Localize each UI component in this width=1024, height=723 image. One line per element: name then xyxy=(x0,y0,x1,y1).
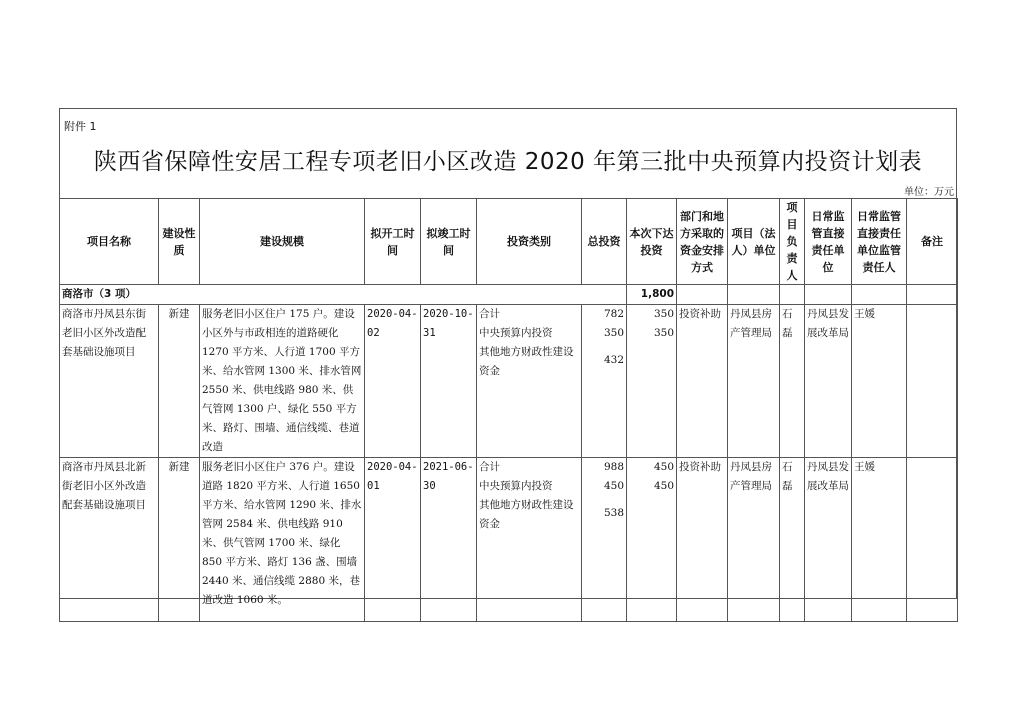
table-row xyxy=(60,458,958,622)
project-nature: 新建 xyxy=(159,458,200,622)
project-method: 投资补助 xyxy=(677,458,728,622)
project-issued xyxy=(627,305,677,458)
investment-table xyxy=(59,198,958,622)
project-end: 2020-10-31 xyxy=(421,305,477,458)
category-item: 中央预算内投资 xyxy=(479,480,553,492)
issued-value: 350 xyxy=(653,308,674,320)
col-header-remark: 备注 xyxy=(907,199,958,285)
project-unit: 丹凤县房产管理局 xyxy=(728,305,780,458)
attachment-label: 附件 1 xyxy=(64,120,97,133)
col-header-category: 投资类别 xyxy=(477,199,582,285)
issued-value: 450 xyxy=(653,461,674,473)
category-item: 合计 xyxy=(479,308,500,320)
table-row xyxy=(60,305,958,458)
project-categories xyxy=(477,458,582,622)
col-header-unit: 项目（法人）单位 xyxy=(728,199,780,285)
project-end: 2021-06-30 xyxy=(421,458,477,622)
total-value: 450 xyxy=(603,480,624,492)
project-issued xyxy=(627,458,677,622)
col-header-scale: 建设规模 xyxy=(200,199,365,285)
project-supervisor-unit: 丹凤县发展改革局 xyxy=(805,305,852,458)
project-scale: 服务老旧小区住户 175 户。建设小区外与市政相连的道路硬化 1270 平方米、人行道 1700 平方米、给水管网 1300 米、排水管网 2550 米、供电线路 980 米、供气管网 1300 户、绿化 550 平方米、路灯、围墙、通信线缆、巷道改造 xyxy=(200,305,365,458)
total-value: 988 xyxy=(603,461,624,473)
project-name: 商洛市丹凤县东街老旧小区外改造配套基础设施项目 xyxy=(60,305,159,458)
unit-label: 单位：万元 xyxy=(904,187,954,198)
project-categories xyxy=(477,305,582,458)
col-header-start: 拟开工时间 xyxy=(365,199,421,285)
category-item: 其他地方财政性建设资金 xyxy=(479,499,574,530)
subtotal-name: 商洛市（3 项） xyxy=(60,285,627,305)
col-header-issued: 本次下达投资 xyxy=(627,199,677,285)
project-remark xyxy=(907,305,958,458)
col-header-leader: 项目负责人 xyxy=(780,199,805,285)
project-leader: 石磊 xyxy=(780,458,805,622)
project-supervisor-unit: 丹凤县发展改革局 xyxy=(805,458,852,622)
col-header-name: 项目名称 xyxy=(60,199,159,285)
total-value: 782 xyxy=(603,308,624,320)
total-value: 432 xyxy=(603,354,624,366)
issued-value: 450 xyxy=(653,480,674,492)
project-method: 投资补助 xyxy=(677,305,728,458)
subtotal-row xyxy=(60,285,958,305)
col-header-method: 部门和地方采取的资金安排方式 xyxy=(677,199,728,285)
project-start: 2020-04-01 xyxy=(365,458,421,622)
subtotal-amount: 1,800 xyxy=(627,285,677,305)
project-nature: 新建 xyxy=(159,305,200,458)
category-item: 其他地方财政性建设资金 xyxy=(479,346,574,377)
table-header-row xyxy=(60,199,958,285)
project-scale: 服务老旧小区住户 376 户。建设道路 1820 平方米、人行道 1650 平方米、给水管网 1290 米、排水管网 2584 米、供电线路 910 米、供气管网 1700 米、绿化 850 平方米、路灯 136 盏、围墙 2440 米、通信线缆 2880 米，巷道改造 1060 米。 xyxy=(200,458,365,622)
category-item: 合计 xyxy=(479,461,500,473)
col-header-total: 总投资 xyxy=(582,199,627,285)
total-value: 350 xyxy=(603,327,624,339)
project-total xyxy=(582,458,627,622)
category-item: 中央预算内投资 xyxy=(479,327,553,339)
project-supervisor: 王媛 xyxy=(852,458,907,622)
plan-sheet xyxy=(59,108,957,606)
project-remark xyxy=(907,458,958,622)
document-title: 陕西省保障性安居工程专项老旧小区改造 2020 年第三批中央预算内投资计划表 xyxy=(93,149,923,175)
project-leader: 石磊 xyxy=(780,305,805,458)
col-header-nature: 建设性质 xyxy=(159,199,200,285)
project-start: 2020-04-02 xyxy=(365,305,421,458)
col-header-supervisor: 日常监管直接责任单位监管责任人 xyxy=(852,199,907,285)
col-header-end: 拟竣工时间 xyxy=(421,199,477,285)
col-header-supervisor-unit: 日常监管直接责任单位 xyxy=(805,199,852,285)
project-supervisor: 王媛 xyxy=(852,305,907,458)
project-unit: 丹凤县房产管理局 xyxy=(728,458,780,622)
project-total xyxy=(582,305,627,458)
total-value: 538 xyxy=(603,507,624,519)
issued-value: 350 xyxy=(653,327,674,339)
project-name: 商洛市丹凤县北新街老旧小区外改造配套基础设施项目 xyxy=(60,458,159,622)
